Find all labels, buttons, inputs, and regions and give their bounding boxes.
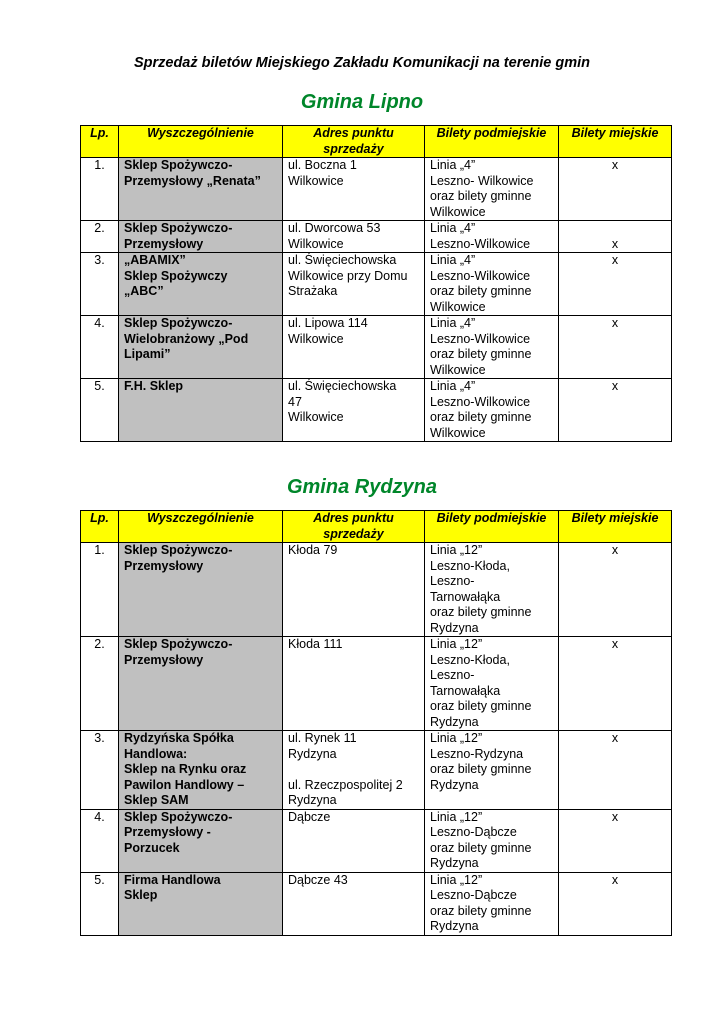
cell-address bbox=[283, 637, 425, 731]
header-lp: Lp. bbox=[81, 126, 119, 158]
header-address-line2: sprzedaży bbox=[323, 141, 384, 156]
cell-city: x bbox=[559, 253, 672, 316]
cell-name-line: Sklep Spożywczo- bbox=[124, 316, 233, 330]
cell-suburban-line: Tarnowałąka bbox=[430, 589, 501, 604]
section-title-lipno: Gmina Lipno bbox=[300, 91, 424, 113]
cell-suburban bbox=[425, 158, 559, 221]
cell-suburban-line: Leszno-Kłoda, bbox=[430, 652, 510, 667]
table-row bbox=[81, 637, 672, 731]
cell-name bbox=[119, 158, 283, 221]
cell-suburban-line: Linia „12” bbox=[430, 637, 483, 651]
cell-lp: 5. bbox=[81, 379, 119, 442]
cell-name-line: Sklep Spożywczo- bbox=[124, 637, 233, 651]
cell-suburban-line: Leszno-Dąbcze bbox=[430, 825, 517, 839]
cell-suburban-line: Wilkowice bbox=[430, 299, 486, 314]
header-suburban: Bilety podmiejskie bbox=[425, 511, 559, 543]
header-city: Bilety miejskie bbox=[559, 126, 672, 158]
cell-city: x bbox=[559, 872, 672, 935]
cell-suburban bbox=[425, 809, 559, 872]
cell-address-line: ul. Lipowa 114 bbox=[288, 316, 368, 330]
cell-address bbox=[283, 872, 425, 935]
header-name: Wyszczególnienie bbox=[119, 511, 283, 543]
cell-name-line: F.H. Sklep bbox=[124, 379, 184, 393]
cell-name-line: Przemysłowy bbox=[124, 558, 204, 573]
cell-address-line: Dąbcze bbox=[288, 809, 331, 824]
cell-suburban-line: Leszno- Wilkowice bbox=[430, 173, 534, 188]
cell-name-line: Wielobranżowy „Pod bbox=[124, 331, 249, 346]
cell-name-line: Porzucek bbox=[124, 840, 180, 855]
cell-address-line: ul. Święciechowska bbox=[288, 379, 397, 393]
cell-name bbox=[119, 809, 283, 872]
cell-name bbox=[119, 872, 283, 935]
table-row bbox=[81, 543, 672, 637]
header-address-line1: Adres punktu bbox=[313, 511, 394, 525]
cell-address-line: ul. Rzeczpospolitej 2 bbox=[288, 777, 403, 792]
cell-name-line: Rydzyńska Spółka bbox=[124, 731, 234, 745]
cell-suburban-line: oraz bilety gminne bbox=[430, 840, 532, 855]
cell-suburban-line: Wilkowice bbox=[430, 204, 486, 219]
header-address bbox=[283, 126, 425, 158]
cell-suburban-line: Leszno-Wilkowice bbox=[430, 268, 531, 283]
cell-suburban-line: Wilkowice bbox=[430, 425, 486, 440]
cell-address bbox=[283, 158, 425, 221]
cell-city: x bbox=[559, 543, 672, 637]
cell-suburban-line: oraz bilety gminne bbox=[430, 903, 532, 918]
cell-address bbox=[283, 379, 425, 442]
cell-suburban-line: Rydzyna bbox=[430, 714, 479, 729]
cell-suburban-line: oraz bilety gminne bbox=[430, 347, 532, 361]
cell-suburban bbox=[425, 731, 559, 810]
cell-suburban-line: Linia „12” bbox=[430, 731, 483, 745]
cell-name bbox=[119, 543, 283, 637]
document-title: Sprzedaż biletów Miejskiego Zakładu Komunikacji na terenie gmin bbox=[133, 55, 591, 71]
cell-address-line: Wilkowice bbox=[288, 410, 344, 424]
cell-address-line: Wilkowice bbox=[288, 236, 344, 251]
cell-suburban-line: Leszno-Wilkowice bbox=[430, 236, 531, 251]
cell-address-line: Wilkowice bbox=[288, 173, 344, 188]
cell-city: x bbox=[559, 221, 672, 253]
cell-address-line: Kłoda 79 bbox=[288, 543, 338, 557]
cell-address bbox=[283, 543, 425, 637]
cell-suburban-line: Linia „12” bbox=[430, 872, 483, 887]
cell-name-line: Sklep na Rynku oraz bbox=[124, 762, 247, 776]
cell-address-line: ul. Rynek 11 bbox=[288, 731, 357, 745]
cell-name-line: Sklep Spożywczo- bbox=[124, 809, 233, 824]
cell-address-line: Rydzyna bbox=[288, 793, 337, 807]
header-city: Bilety miejskie bbox=[559, 511, 672, 543]
cell-name bbox=[119, 731, 283, 810]
table-body-rydzyna bbox=[81, 543, 672, 936]
cell-city: x bbox=[559, 731, 672, 810]
header-name: Wyszczególnienie bbox=[119, 126, 283, 158]
cell-suburban-line: oraz bilety gminne bbox=[430, 762, 532, 776]
cell-address bbox=[283, 221, 425, 253]
cell-name bbox=[119, 253, 283, 316]
table-row bbox=[81, 253, 672, 316]
cell-suburban-line: Tarnowałąka bbox=[430, 683, 501, 698]
cell-address bbox=[283, 731, 425, 810]
table-row bbox=[81, 221, 672, 253]
cell-suburban bbox=[425, 543, 559, 637]
cell-name bbox=[119, 379, 283, 442]
cell-name-line: Przemysłowy „Renata” bbox=[124, 173, 261, 188]
cell-suburban-line: oraz bilety gminne bbox=[430, 284, 532, 298]
cell-city: x bbox=[559, 809, 672, 872]
cell-city: x bbox=[559, 379, 672, 442]
cell-address-line: Kłoda 111 bbox=[288, 637, 343, 651]
table-body-lipno bbox=[81, 158, 672, 442]
cell-suburban bbox=[425, 316, 559, 379]
cell-suburban-line: Linia „4” bbox=[430, 379, 476, 393]
table-lipno bbox=[80, 125, 672, 442]
cell-suburban-line: Leszno-Kłoda, bbox=[430, 558, 510, 573]
cell-city: x bbox=[559, 637, 672, 731]
cell-name-line: Handlowa: bbox=[124, 746, 188, 761]
cell-address-line: ul. Dworcowa 53 bbox=[288, 221, 381, 235]
cell-address-line: Wilkowice bbox=[288, 331, 344, 346]
table-row bbox=[81, 809, 672, 872]
cell-suburban-line: Linia „4” bbox=[430, 221, 476, 235]
cell-suburban bbox=[425, 253, 559, 316]
cell-name-line: Sklep Spożywczy bbox=[124, 268, 228, 283]
cell-suburban bbox=[425, 637, 559, 731]
cell-lp: 3. bbox=[81, 253, 119, 316]
header-address-line2: sprzedaży bbox=[323, 526, 384, 541]
cell-lp: 4. bbox=[81, 316, 119, 379]
cell-name bbox=[119, 316, 283, 379]
cell-suburban-line: oraz bilety gminne bbox=[430, 189, 532, 203]
cell-name-line: „ABC” bbox=[124, 284, 164, 298]
header-address bbox=[283, 511, 425, 543]
cell-address-line: Wilkowice przy Domu bbox=[288, 268, 408, 283]
table-rydzyna bbox=[80, 510, 672, 936]
cell-name-line: Firma Handlowa bbox=[124, 872, 221, 887]
cell-suburban-line: Leszno-Wilkowice bbox=[430, 331, 531, 346]
cell-address bbox=[283, 253, 425, 316]
cell-suburban bbox=[425, 872, 559, 935]
cell-name-line: Pawilon Handlowy – bbox=[124, 777, 245, 792]
cell-lp: 2. bbox=[81, 221, 119, 253]
cell-name-line: Przemysłowy bbox=[124, 652, 204, 667]
header-suburban: Bilety podmiejskie bbox=[425, 126, 559, 158]
cell-name bbox=[119, 221, 283, 253]
cell-suburban-line: Leszno-Rydzyna bbox=[430, 746, 524, 761]
cell-suburban-line: Linia „4” bbox=[430, 316, 476, 330]
cell-address-line: ul. Boczna 1 bbox=[288, 158, 357, 172]
cell-suburban-line: Leszno- bbox=[430, 574, 475, 588]
table-header-row bbox=[81, 511, 672, 543]
cell-suburban-line: Linia „12” bbox=[430, 543, 483, 557]
cell-name-line: Przemysłowy - bbox=[124, 825, 211, 839]
cell-name-line: „ABAMIX” bbox=[124, 253, 186, 267]
cell-address-line: ul. Święciechowska bbox=[288, 253, 397, 267]
cell-suburban-line: Rydzyna bbox=[430, 856, 479, 870]
cell-lp: 2. bbox=[81, 637, 119, 731]
cell-suburban-line: Linia „4” bbox=[430, 158, 476, 172]
cell-name-line: Sklep bbox=[124, 888, 158, 902]
cell-suburban-line: Rydzyna bbox=[430, 919, 479, 933]
cell-address-line bbox=[288, 762, 419, 778]
table-row bbox=[81, 872, 672, 935]
table-row bbox=[81, 731, 672, 810]
header-lp: Lp. bbox=[81, 511, 119, 543]
cell-suburban bbox=[425, 221, 559, 253]
cell-suburban-line: Linia „12” bbox=[430, 809, 483, 824]
cell-name-line: Przemysłowy bbox=[124, 236, 204, 251]
cell-address-line: Rydzyna bbox=[288, 746, 337, 761]
cell-address-line: 47 bbox=[288, 394, 302, 409]
cell-suburban-line: Rydzyna bbox=[430, 620, 479, 635]
cell-suburban-line: oraz bilety gminne bbox=[430, 605, 532, 619]
cell-lp: 5. bbox=[81, 872, 119, 935]
cell-lp: 1. bbox=[81, 158, 119, 221]
table-header-row bbox=[81, 126, 672, 158]
cell-lp: 1. bbox=[81, 543, 119, 637]
cell-city: x bbox=[559, 158, 672, 221]
cell-name-line: Sklep Spożywczo- bbox=[124, 158, 233, 172]
section-title-rydzyna: Gmina Rydzyna bbox=[286, 476, 438, 498]
table-row bbox=[81, 158, 672, 221]
cell-suburban-line: Wilkowice bbox=[430, 362, 486, 377]
cell-address-line: Strażaka bbox=[288, 284, 338, 298]
cell-address-line: Dąbcze 43 bbox=[288, 872, 348, 887]
cell-name-line: Sklep Spożywczo- bbox=[124, 221, 233, 235]
cell-suburban bbox=[425, 379, 559, 442]
cell-name-line: Sklep Spożywczo- bbox=[124, 543, 233, 557]
cell-address bbox=[283, 316, 425, 379]
table-row bbox=[81, 379, 672, 442]
cell-suburban-line: Leszno-Dąbcze bbox=[430, 888, 517, 902]
cell-suburban-line: Rydzyna bbox=[430, 777, 479, 792]
cell-city: x bbox=[559, 316, 672, 379]
cell-lp: 3. bbox=[81, 731, 119, 810]
cell-address bbox=[283, 809, 425, 872]
cell-lp: 4. bbox=[81, 809, 119, 872]
header-address-line1: Adres punktu bbox=[313, 126, 394, 140]
cell-suburban-line: oraz bilety gminne bbox=[430, 410, 532, 424]
cell-name-line: Lipami” bbox=[124, 347, 171, 361]
table-row bbox=[81, 316, 672, 379]
cell-suburban-line: Leszno- bbox=[430, 668, 475, 682]
cell-suburban-line: Linia „4” bbox=[430, 253, 476, 267]
cell-name-line: Sklep SAM bbox=[124, 793, 189, 807]
cell-suburban-line: oraz bilety gminne bbox=[430, 699, 532, 713]
cell-suburban-line: Leszno-Wilkowice bbox=[430, 394, 531, 409]
cell-name bbox=[119, 637, 283, 731]
